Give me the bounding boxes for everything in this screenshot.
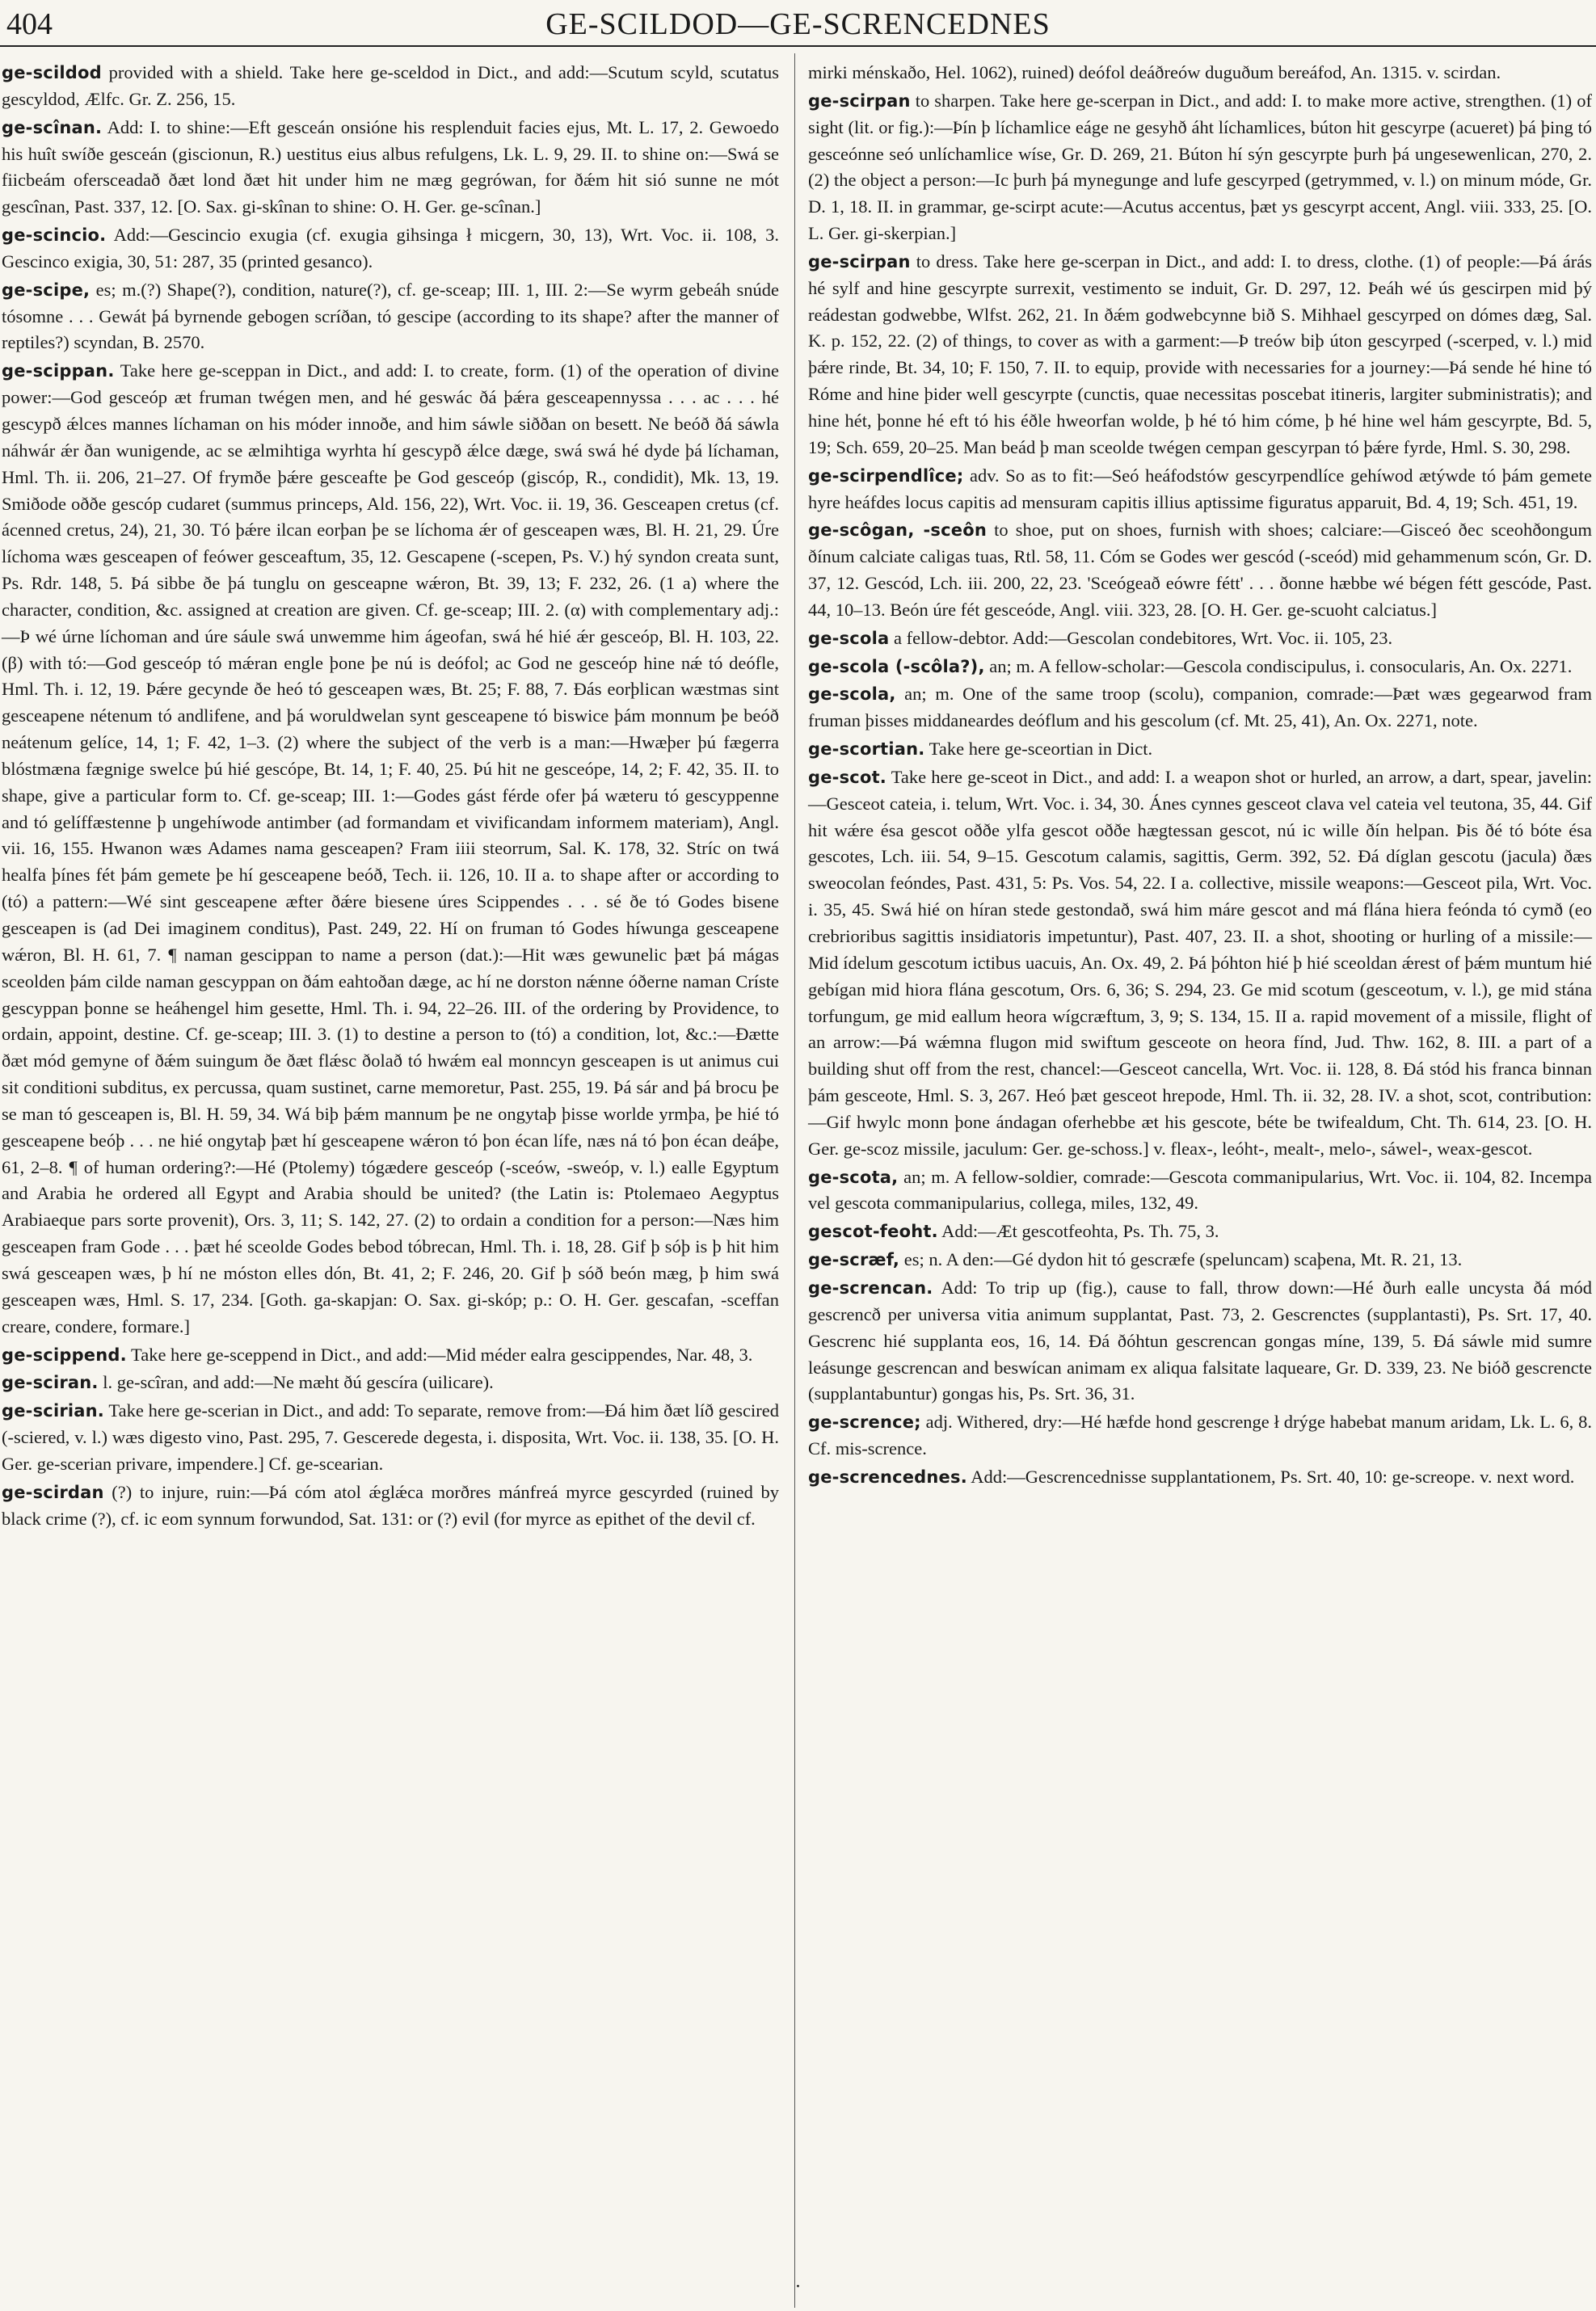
entry-text: mirki ménskaðo, Hel. 1062), ruined) deófol deáðreów duguðum bereáfod, An. 1315. v. scirdan. (808, 62, 1501, 82)
page-header (0, 0, 1596, 48)
entry-headword: ge-scirpan (808, 91, 911, 111)
entry-text: an; m. A fellow-soldier, comrade:—Gescota commanipularius, Wrt. Voc. ii. 104, 82. Incempa vel gescota commanipularius, collega, miles, 132, 49. (808, 1166, 1592, 1214)
dictionary-entry (808, 1164, 1592, 1218)
entry-text: es; m.(?) Shape(?), condition, nature(?), cf. ge-sceap; III. 1, III. 2:—Se wyrm gebeáh snúde tósomne . . . Gewát þá byrnende gebogen scríðan, tó gescipe (according to its shape? after the manner of reptiles?) scyndan, B. 2570. (2, 279, 779, 353)
entry-headword: ge-scippend. (2, 1345, 127, 1365)
entry-headword: ge-scortian. (808, 739, 925, 760)
dictionary-entry (2, 60, 779, 113)
dictionary-entry (808, 88, 1592, 247)
entry-text: an; m. One of the same troop (scolu), companion, comrade:—Þæt wæs gegearwod fram fruman þisses middaneardes deóflum and his gescolum (cf. Mt. 25, 41), An. Ox. 2271, note. (808, 684, 1592, 731)
page-number: 404 (6, 7, 53, 41)
entry-text: l. ge-scîran, and add:—Ne mæht ðú gescíra (uilicare). (98, 1372, 494, 1393)
entry-text: Add:—Gescrencednisse supplantationem, Ps. Srt. 40, 10: ge-screope. v. next word. (966, 1466, 1575, 1487)
entry-headword: ge-scirpan (808, 251, 911, 272)
entry-headword: ge-scipe, (2, 280, 91, 300)
entry-text: adv. So as to fit:—Seó heáfodstów gescyrpendlíce gehíwod ætýwde tó þám gemete hyre heáfdes locus capitis ad mensuram capitis illius aptissime figuratus apparuit, Bd. 4, 19; Sch. 451, 19. (808, 465, 1592, 512)
entry-text: Add:—Gescincio exugia (cf. exugia gihsinga ł micgern, 30, 13), Wrt. Voc. ii. 108, 3. Gescinco exigia, 30, 51: 287, 35 (printed gesanco). (2, 225, 779, 272)
entry-headword: ge-scola (-scôla?), (808, 656, 985, 676)
left-column (2, 60, 779, 1534)
dictionary-entry (808, 60, 1592, 86)
header-rule (0, 45, 1596, 47)
entry-headword: ge-scræf, (808, 1250, 900, 1270)
entry-headword: ge-scirdan (2, 1482, 104, 1502)
entry-text: (?) to injure, ruin:—Þá cóm atol ǽglǽca morðres mánfreá myrce gescyrded (ruined by black crime (?), cf. ic eom synnum forwundod, Sat. 131: or (?) evil (for myrce as epithet of the devil cf. (2, 1481, 779, 1529)
entry-text: Take here ge-scerian in Dict., and add: To separate, remove from:—Ðá him ðæt líð gescired (-sciered, v. l.) wæs digesto vino, Past. 295, 7. Gescerede degesta, i. disposita, Wrt. Voc. ii. 138, 35. [O. H. Ger. ge-scerian privare, impendere.] Cf. ge-scearian. (2, 1400, 779, 1474)
entry-headword: ge-scola (808, 628, 890, 648)
dictionary-entry (2, 1398, 779, 1478)
entry-headword: ge-scippan. (2, 361, 115, 381)
entry-text: provided with a shield. Take here ge-sceldod in Dict., and add:—Scutum scyld, scutatus gescyldod, Ælfc. Gr. Z. 256, 15. (2, 62, 779, 109)
entry-headword: ge-screncednes. (808, 1467, 967, 1487)
entry-headword: ge-scôgan, -sceôn (808, 520, 987, 541)
entry-text: Take here ge-sceot in Dict., and add: I. a weapon shot or hurled, an arrow, a dart, spear, javelin:—Gesceot cateia, i. telum, Wrt. Voc. i. 34, 30. Ánes cynnes gesceot clava vel cateia vel teutona, 35, 44. Gif hit wǽre ésa gescot oððe ylfa gescot oððe hægtessan gescot, nú ic wille ðín helpan. Þis ðé tó bóte ésa gescotes, Lch. iii. 54, 9–15. Gescotum calamis, sagittis, Germ. 392, 52. Ðá díglan gescotu (jacula) ðæs sweocolan feóndes, Past. 431, 5: Ps. Vos. 54, 22. I a. collective, missile weapons:—Gesceot pila, Wrt. Voc. i. 35, 45. Swá hié on híran stede gestondað, swá him máre gescot and má flána hiera feónda tó cymð (eo crebrioribus sagittis insidiatoris impetuntur), Past. 407, 23. II. a shot, shooting or hurling of a missile:—Mid ídelum gescotum ictibus uacuis, An. Ox. 49, 2. Þá þóhton hié þ hié sceoldan ǽrest of þǽm muntum hié gebígan mid hiora flána gescotum, Ors. 6, 36; S. 294, 23. Ge mid scotum (gesceotum, v. l.), ge mid stána torfungum, ge mid eallum heora wígcræftum, 3, 9; S. 134, 15. II a. rapid movement of a missile, flight of an arrow:—Þá wǽmna flugon mid swiftum gesceote on heora fínd, Jud. Thw. 162, 8. III. a part of a building shut off from the rest, chancel:—Gesceot cancella, Wrt. Voc. ii. 128, 8. Ðá stód his franca binnan þám gesceote, Hml. S. 3, 267. Heó þæt gesceot hrepode, Hml. Th. ii. 32, 28. IV. a shot, scot, contribution:—Gif hwylc monn þone ándagan oferhebbe æt his gescote, béte be twifealdum, Cht. Th. 614, 23. [O. H. Ger. ge-scoz missile, jaculum: Ger. ge-schoss.] v. fleax-, leóht-, mealt-, melo-, sáwel-, weax-gescot. (808, 766, 1592, 1159)
dictionary-entry (808, 654, 1592, 680)
entry-headword: ge-scot. (808, 767, 886, 787)
dictionary-entry (808, 1275, 1592, 1408)
dictionary-entry (808, 1219, 1592, 1245)
entry-text: Add: I. to shine:—Eft gesceán onsióne his resplenduit facies ejus, Mt. L. 17, 2. Gewoedo his huît swíðe gesceán (giscionun, R.) uestitus eius albus refulgens, Lk. L. 9, 29. II. to shine on:—Swá se fiicbeám ofersceadað ðæt lond ðæt hit under him ne mæg gegrówan, for ðǽm hit sió sunne ne mót gescînan, Past. 337, 12. [O. Sax. gi-skînan to shine: O. H. Ger. ge-scînan.] (2, 116, 779, 217)
dictionary-entry (2, 222, 779, 276)
entry-text: Take here ge-sceppan in Dict., and add: I. to create, form. (1) of the operation of divine power:—God gesceóp æt fruman twégen men, and hé geswác ðá þǽra gesceapennyssa . . . ac . . . hé gescypð ǽlces mannes líchaman on his móder innoðe, and him sáwle siððan on besett. Ne beóð ðá sáwla náhwár ǽr ðan wunigende, ac se ælmihtiga wyrhta hí gescypð ǽlce dæge, swá swá hé dyde þá líchaman, Hml. Th. ii. 206, 21–27. Of frymðe þǽre gesceafte þe God gesceóp (giscóp, R., condidit), Mk. 13, 19. Smiðode oððe gescóp cudaret (summus princeps, Ald. 156, 22), Wrt. Voc. ii. 19, 36. Gesceapen cretus (cf. ácenned cretus, 24), 21, 30. Tó þǽre ilcan eorþan þe se líchoma ǽr of gesceapen wæs, Bl. H. 21, 29. Úre líchoma wæs gesceapen of feówer gesceaftum, 35, 12. Gescapene (-scepen, Ps. V.) hý syndon creata sunt, Ps. Rdr. 148, 5. Þá sibbe ðe þá tunglu on gesceapne wǽron, Bt. 39, 13; F. 232, 26. (1 a) where the character, condition, &c. assigned at creation are given. Cf. ge-sceap; III. 2. (α) with complementary adj.:—Þ wé úrne líchoman and úre sáule swá unwemme him ágeofan, swá hé hié ǽr gesceóp, Bl. H. 103, 22. (β) with tó:—God gesceóp tó mǽran engle þone þe nú is deófol; ac God ne gesceóp hine nǽ tó deófle, Hml. Th. i. 12, 19. Þǽre gecynde ðe heó tó gesceapen wæs, Bt. 25; F. 88, 7. Ðás eorþlican wæstmas sint gesceapene nétenum tó andlifene, and þá woruldwelan synt gesceapene tó biswice þám monnum þe beóð neátenum gelíce, 14, 1; F. 42, 1–3. (2) where the subject of the verb is a man:—Hwæþer þú fægerra blóstmæna fægnige swelce þú hié gescópe, Bt. 14, 1; F. 40, 25. Þú hit ne gesceópe, 14, 2; F. 42, 35. II. to shape, give a particular form to. Cf. ge-sceap; III. 1:—Godes gást férde ofer þá wæteru tó gescyppenne and tó gelíffæstenne þ ungehíwode antimber (ad formandam et vivificandam informem materiam), Angl. vii. 16, 155. Hwanon wæs Adames nama gesceapen? Fram iiii steorrum, Sal. K. 178, 32. Stríc on twá healfa þínes fét þám gemete þe hí gesceapene beóð, Tech. ii. 126, 10. II a. to shape after or according to (tó) a pattern:—Wé sint gesceapene æfter ðǽre biesene úres Scippendes . . . sé ðe tó Godes bisene gesceapen is (ad Dei imaginem conditus), Past. 249, 22. Hí on fruman tó Godes híwunga gesceapene wǽron, Bl. H. 61, 7. ¶ naman gescippan to name a person (dat.):—Hit wæs gewunelic þæt þá mágas sceolden þám cilde naman gescyppan on ðám eahtoðan dæge, ac hí ne dorston nǽnne óðerne naman Críste gescyppan þonne se heáhengel him gesette, Hml. Th. i. 94, 22–26. III. of the ordering by Providence, to ordain, appoint, destine. Cf. ge-sceap; III. 3. (1) to destine a person to (tó) a condition, lot, &c.:—Ðætte ðæt mód gemyne of ðǽm suingum ðe ðæt flǽsc ðolað tó hwǽm eal monncyn gesceapen is ut animus cui sit conditioni subditus, ex percussa, quam sustinet, carne memoretur, Past. 255, 19. Þá sár and þá brocu þe se man tó gesceapen is, Bl. H. 59, 34. Wá biþ þǽm mannum þe ne ongytaþ þisse worlde yrmþa, þe hié tó gesceapene beóþ . . . ne hié ongytaþ þæt hí gesceapene wǽron tó þon écan lífe, næs ná tó þon écan deáþe, 61, 2–8. ¶ of human ordering?:—Hé (Ptolemy) tógædere gesceóp (-sceów, -sweóp, v. l.) ealle Egyptum and Arabia he ordered all Egypt and Arabia should be united? (the Latin is: Ptolemaeo Aegyptus Arabiaeque pars sorte provenit), Ors. 3, 11; S. 142, 27. (2) to ordain a condition for a person:—Næs him gesceapen fram Gode . . . þæt hé sceolde Godes bebod tóbrecan, Hml. Th. i. 18, 28. Gif þ sóþ is þ hit him swá gesceapen wæs, þ hí ne móston elles dón, Bt. 41, 2; F. 246, 20. Gif þ sóð beón mæg, þ him swá gesceapen wæs, Hml. S. 17, 234. [Goth. ga-skapjan: O. Sax. gi-skóp; p.: O. H. Ger. gescafan, -sceffan creare, condere, formare.] (2, 360, 779, 1337)
entry-text: to shoe, put on shoes, furnish with shoes; calciare:—Gisceó ðec sceohðongum ðínum calciate caligas tuas, Rtl. 58, 11. Cóm se Godes wer gescód (-sceód) mid gehammenum scón, Gr. D. 37, 12. Gescód, Lch. iii. 200, 22, 23. 'Sceógeað eówre fétt' . . . ðonne hæbbe wé bégen fétt gescóde, Past. 44, 10–13. Beón úre fét gesceóde, Angl. viii. 323, 28. [O. H. Ger. ge-scuoht calciatus.] (808, 520, 1592, 620)
entry-headword: ge-scincio. (2, 225, 107, 246)
right-column (808, 60, 1592, 1492)
dictionary-entry (808, 625, 1592, 652)
dictionary-entry (808, 681, 1592, 735)
dictionary-entry (808, 463, 1592, 516)
entry-text: an; m. A fellow-scholar:—Gescola condiscipulus, i. consocularis, An. Ox. 2271. (984, 655, 1573, 676)
dictionary-entry (808, 249, 1592, 461)
column-divider (794, 53, 795, 2308)
dictionary-entry (2, 115, 779, 221)
dictionary-entry (2, 277, 779, 357)
entry-text: Add:—Æt gescotfeohta, Ps. Th. 75, 3. (937, 1221, 1219, 1242)
entry-text: to sharpen. Take here ge-scerpan in Dict., and add: I. to make more active, strengthen. (1) of sight (lit. or fig.):—Þín þ líchamlice eáge ne gesyhð áht líchamlices, búton hit gescyrpe (acueret) þá þing tó gesceónne seó unlíchamlice wíse, Gr. D. 269, 21. Búton hí sýn gescyrpte þurh þá ungesewenlican, 270, 2. (2) the object a person:—Ic þurh þá mynegunge and lufe gescyrped (getrymmed, v. l.) on minum móde, Gr. D. 1, 18. II. in grammar, ge-scirpt acute:—Acutus accentus, þæt ys gescyrpt accent, Angl. viii. 333, 25. [O. L. Ger. gi-skerpian.] (808, 90, 1592, 244)
entry-headword: ge-screncan. (808, 1278, 933, 1298)
dictionary-entry (808, 517, 1592, 623)
dictionary-entry (808, 1247, 1592, 1273)
entry-text: Take here ge-sceortian in Dict. (924, 739, 1153, 760)
entry-headword: ge-scînan. (2, 117, 103, 137)
entry-headword: gescot-feoht. (808, 1222, 938, 1242)
dictionary-entry (2, 1370, 779, 1396)
dictionary-entry (2, 1480, 779, 1533)
footer-mark: · (795, 2277, 801, 2297)
running-head: GE-SCILDOD—GE-SCRENCEDNES (545, 7, 1051, 41)
entry-headword: ge-scrence; (808, 1412, 921, 1433)
entry-headword: ge-scirpendlîce; (808, 465, 964, 486)
entry-text: a fellow-debtor. Add:—Gescolan condebitores, Wrt. Voc. ii. 105, 23. (889, 627, 1393, 648)
entry-headword: ge-scildod (2, 63, 102, 82)
dictionary-entry (808, 764, 1592, 1163)
entry-text: Add: To trip up (fig.), cause to fall, throw down:—Hé ðurh ealle uncysta ðá mód gescrencð per universa vitia animum supplantat, Past. 73, 2. Gescrenctes (supplantasti), Ps. Srt. 17, 40. Gescrenc hié supplanta eos, 16, 14. Ðá ðóhtun gescrencan gongas míne, 139, 5. Ðá sáwle mid sumre leásunge gescrencan and beswícan animam ex aliqua falsitate laqueare, Gr. D. 339, 23. Ne bióð gescrencte (supplantabuntur) gongas his, Ps. Srt. 36, 31. (808, 1277, 1592, 1404)
entry-headword: ge-scirian. (2, 1401, 104, 1421)
dictionary-entry (2, 358, 779, 1340)
dictionary-entry (2, 1342, 779, 1369)
entry-headword: ge-scota, (808, 1167, 899, 1187)
entry-text: to dress. Take here ge-scerpan in Dict., and add: I. to dress, clothe. (1) of people:—Þá árás hé sylf and hine gescyrpte surrexit, vestimento se induit, Gr. D. 297, 12. Þeáh wé ús gescirpen mid þý reádestan godwebbe, Wlfst. 262, 21. In ðǽm godwebcynne bið S. Mihhael gescyrped on dómes dæg, Sal. K. p. 152, 22. (2) of things, to cover as with a garment:—Þ treów biþ úton gescyrped (-scerped, v. l.) mid þǽre rinde, Bt. 34, 10; F. 150, 7. II. to equip, provide with necessaries for a journey:—Þá sende hé hine tó Róme and hine þider well gescyrpte (cunctis, quae necessitas poscebat itineris, largiter subministratis); and hine hét, þonne hé eft tó his éðle hweorfan wolde, þ hé tó him cóme, þ hé hine wel hám gescyrpte, Bd. 5, 19; Sch. 659, 20–25. Man beád þ man sceolde twégen cempan gescyrpan tó þǽre fyrde, Hml. S. 30, 298. (808, 250, 1592, 457)
dictionary-entry (808, 1464, 1592, 1491)
entry-text: Take here ge-sceppend in Dict., and add:—Mid méder ealra gescippendes, Nar. 48, 3. (126, 1344, 753, 1365)
entry-text: es; n. A den:—Gé dydon hit tó gescræfe (speluncam) scaþena, Mt. R. 21, 13. (899, 1249, 1463, 1270)
dictionary-entry (808, 1409, 1592, 1463)
entry-text: adj. Withered, dry:—Hé hæfde hond gescrenge ł drýge habebat manum aridam, Lk. L. 6, 8. Cf. mis-scrence. (808, 1412, 1592, 1459)
entry-headword: ge-scola, (808, 684, 896, 705)
dictionary-entry (808, 736, 1592, 763)
entry-headword: ge-sciran. (2, 1373, 99, 1393)
